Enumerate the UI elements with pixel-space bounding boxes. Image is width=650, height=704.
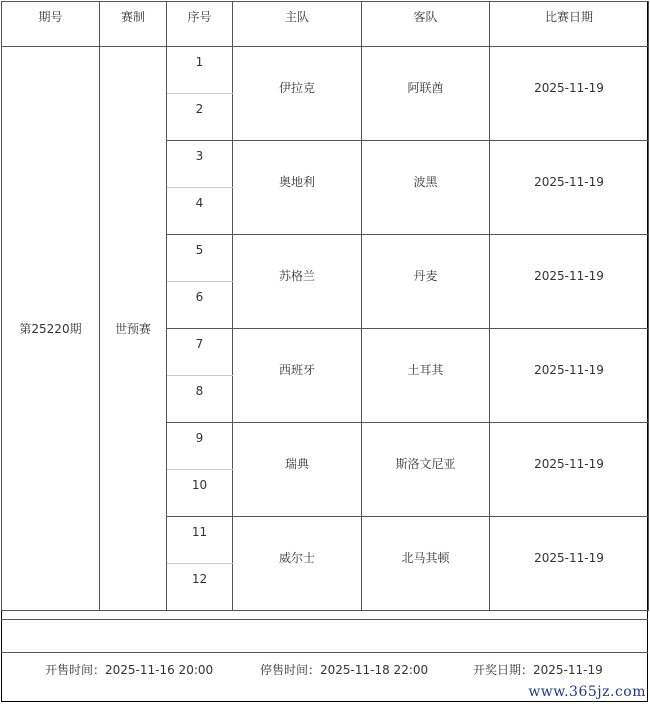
match-date-cell: 2025-11-19 xyxy=(490,517,649,611)
header-competition: 赛制 xyxy=(100,2,167,47)
header-home: 主队 xyxy=(233,2,362,47)
header-seq: 序号 xyxy=(167,2,233,47)
away-team-cell: 北马其顿 xyxy=(362,517,490,611)
seq-cell: 7 xyxy=(167,329,233,376)
home-team-cell: 瑞典 xyxy=(233,423,362,517)
match-date-cell: 2025-11-19 xyxy=(490,141,649,235)
seq-cell: 11 xyxy=(167,517,233,564)
header-row xyxy=(2,2,649,47)
home-team-cell: 伊拉克 xyxy=(233,47,362,141)
match-date-cell: 2025-11-19 xyxy=(490,423,649,517)
seq-cell: 4 xyxy=(167,188,233,235)
site-watermark: www.365jz.com xyxy=(528,684,646,700)
seq-cell: 1 xyxy=(167,47,233,94)
seq-cell: 2 xyxy=(167,94,233,141)
issue-cell: 第25220期 xyxy=(2,47,100,611)
schedule-table xyxy=(1,1,649,611)
away-team-cell: 波黑 xyxy=(362,141,490,235)
seq-cell: 9 xyxy=(167,423,233,470)
header-away: 客队 xyxy=(362,2,490,47)
home-team-cell: 奥地利 xyxy=(233,141,362,235)
match-date-cell: 2025-11-19 xyxy=(490,329,649,423)
seq-cell: 12 xyxy=(167,564,233,611)
header-issue: 期号 xyxy=(2,2,100,47)
home-team-cell: 西班牙 xyxy=(233,329,362,423)
competition-cell: 世预赛 xyxy=(100,47,167,611)
seq-cell: 10 xyxy=(167,470,233,517)
seq-cell: 3 xyxy=(167,141,233,188)
blank-row xyxy=(1,619,648,653)
sale-stop-time: 停售时间：2025-11-18 22:00 xyxy=(260,663,429,677)
away-team-cell: 丹麦 xyxy=(362,235,490,329)
away-team-cell: 阿联酋 xyxy=(362,47,490,141)
draw-date: 开奖日期：2025-11-19 xyxy=(473,663,603,677)
seq-cell: 8 xyxy=(167,376,233,423)
table-row xyxy=(2,47,649,94)
away-team-cell: 土耳其 xyxy=(362,329,490,423)
seq-cell: 5 xyxy=(167,235,233,282)
home-team-cell: 威尔士 xyxy=(233,517,362,611)
seq-cell: 6 xyxy=(167,282,233,329)
match-date-cell: 2025-11-19 xyxy=(490,47,649,141)
match-date-cell: 2025-11-19 xyxy=(490,235,649,329)
sale-start-time: 开售时间：2025-11-16 20:00 xyxy=(45,663,214,677)
home-team-cell: 苏格兰 xyxy=(233,235,362,329)
header-date: 比赛日期 xyxy=(490,2,649,47)
away-team-cell: 斯洛文尼亚 xyxy=(362,423,490,517)
